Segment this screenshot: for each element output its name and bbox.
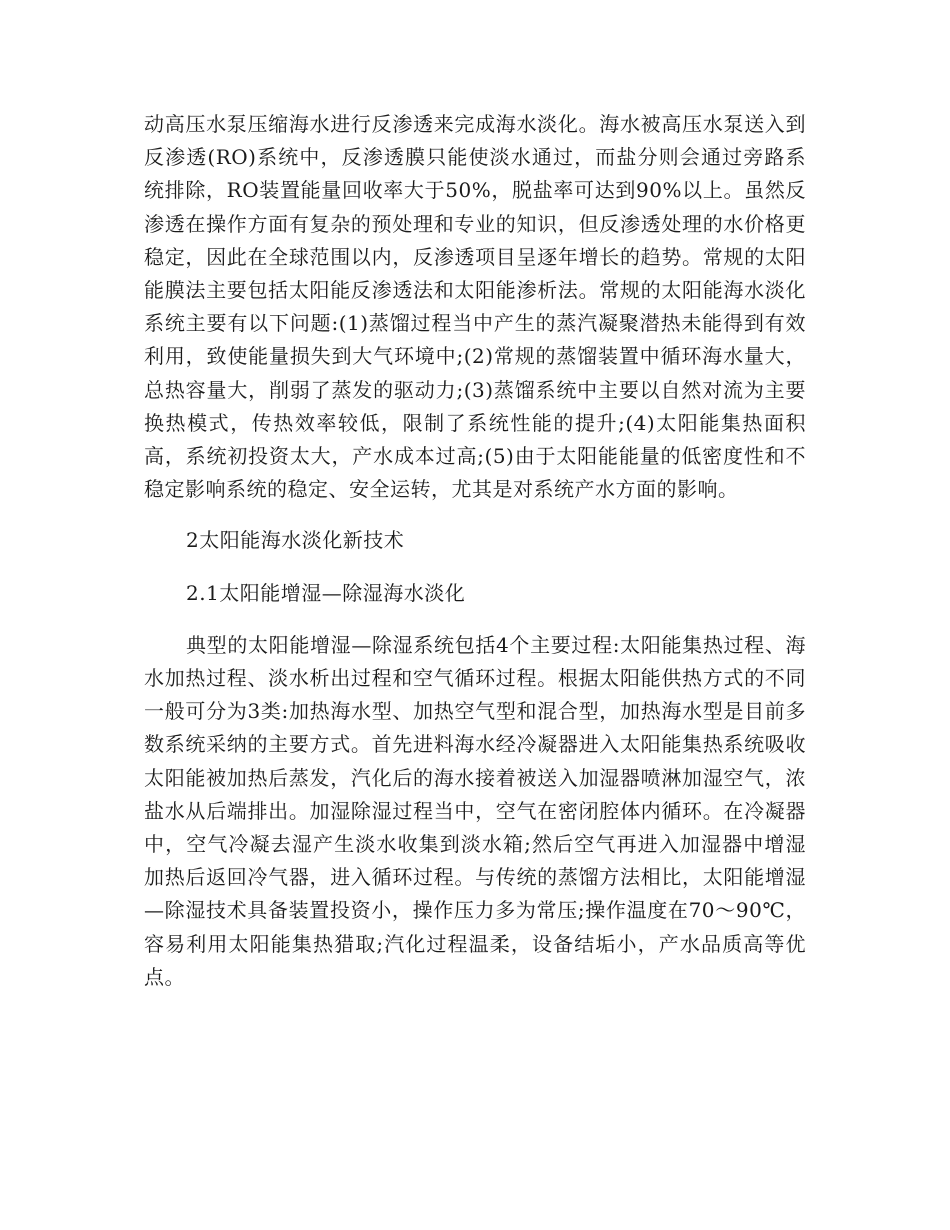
section-heading-2: 2太阳能海水淡化新技术 [186, 528, 405, 553]
body-paragraph-hdh: 典型的太阳能增湿—除湿系统包括4个主要过程:太阳能集热过程、海水加热过程、淡水析出过程和空气循环过程。根据太阳能供热方式的不同一般可分为3类:加热海水型、加热空气型和混合型，加热海水型是目前多数系统采纳的主要方式。首先进料海水经冷凝器进入太阳能集热系统吸收太阳能被加热后蒸发，汽化后的海水接着被送入加湿器喷淋加湿空气，浓盐水从后端排出。加湿除湿过程当中，空气在密闭腔体内循环。在冷凝器中，空气冷凝去湿产生淡水收集到淡水箱;然后空气再进入加湿器中增湿加热后返回冷气器，进入循环过程。与传统的蒸馏方法相比，太阳能增湿—除湿技术具备装置投资小，操作压力多为常压;操作温度在70～90℃，容易利用太阳能集热猎取;汽化过程温柔，设备结垢小，产水品质高等优点。 [144, 632, 806, 989]
document-page [144, 108, 806, 994]
subsection-heading-2-1: 2.1太阳能增湿—除湿海水淡化 [186, 580, 466, 605]
body-paragraph-ro: 动高压水泵压缩海水进行反渗透来完成海水淡化。海水被高压水泵送入到反渗透(RO)系统中，反渗透膜只能使淡水通过，而盐分则会通过旁路系统排除，RO装置能量回收率大于50%，脱盐率可达到90%以上。虽然反渗透在操作方面有复杂的预处理和专业的知识，但反渗透处理的水价格更稳定，因此在全球范围以内，反渗透项目呈逐年增长的趋势。常规的太阳能膜法主要包括太阳能反渗透法和太阳能渗析法。常规的太阳能海水淡化系统主要有以下问题:(1)蒸馏过程当中产生的蒸汽凝聚潜热未能得到有效利用，致使能量损失到大气环境中;(2)常规的蒸馏装置中循环海水量大，总热容量大，削弱了蒸发的驱动力;(3)蒸馏系统中主要以自然对流为主要换热模式，传热效率较低，限制了系统性能的提升;(4)太阳能集热面积高，系统初投资太大，产水成本过高;(5)由于太阳能能量的低密度性和不稳定影响系统的稳定、安全运转，尤其是对系统产水方面的影响。 [144, 112, 806, 502]
